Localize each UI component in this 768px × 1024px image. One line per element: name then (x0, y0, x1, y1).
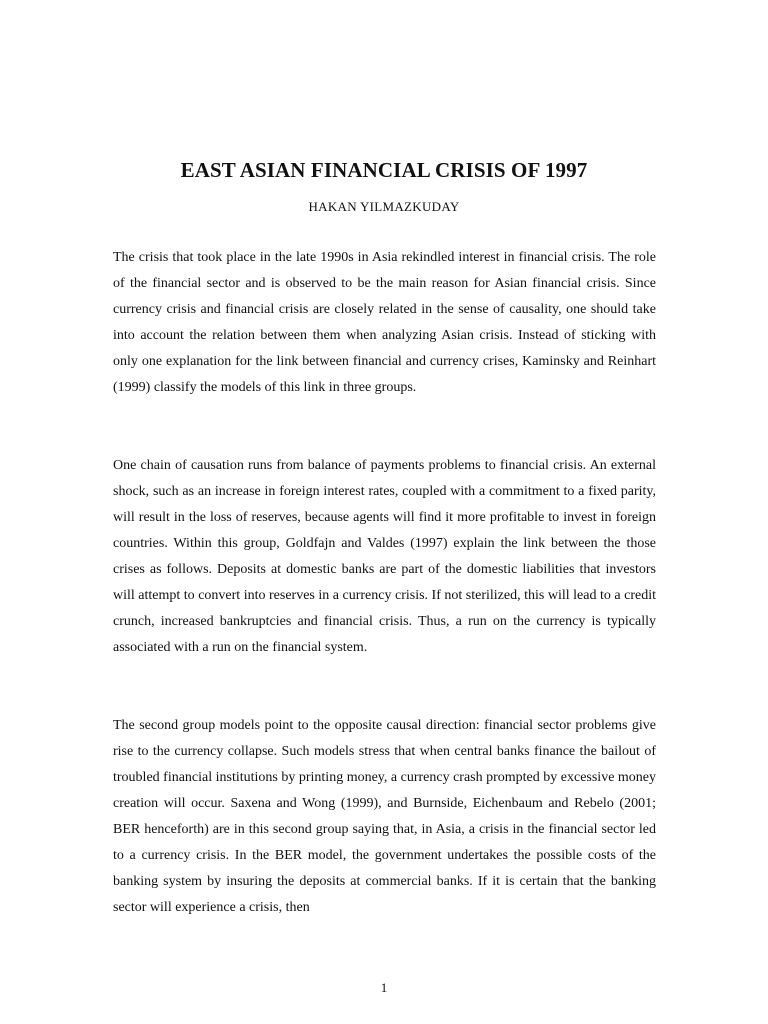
paragraph-2: One chain of causation runs from balance of payments problems to financial crisis. An external shock, such as an increase in foreign interest rates, coupled with a commitment to a fixed parity, will result in the loss of reserves, because agents will find it more profitable to invest in foreign countries. Within this group, Goldfajn and Valdes (1997) explain the link between the those crises as follows. Deposits at domestic banks are part of the domestic liabilities that investors will attempt to convert into reserves in a currency crisis. If not sterilized, this will lead to a credit crunch, increased bankruptcies and financial crisis. Thus, a run on the currency is typically associated with a run on the financial system. (113, 458, 656, 655)
paragraph-1: The crisis that took place in the late 1990s in Asia rekindled interest in financial crisis. The role of the financial sector and is observed to be the main reason for Asian financial crisis. Since currency crisis and financial crisis are closely related in the sense of causality, one should take into account the relation between them when analyzing Asian crisis. Instead of sticking with only one explanation for the link between financial and currency crises, Kaminsky and Reinhart (1999) classify the models of this link in three groups. (113, 250, 656, 395)
paper-title: EAST ASIAN FINANCIAL CRISIS OF 1997 (180, 158, 588, 182)
paragraph-3: The second group models point to the opposite causal direction: financial sector problems give rise to the currency collapse. Such models stress that when central banks finance the bailout of troubled financial institutions by printing money, a currency crash prompted by excessive money creation will occur. Saxena and Wong (1999), and Burnside, Eichenbaum and Rebelo (2001; BER henceforth) are in this second group saying that, in Asia, a crisis in the financial sector led to a currency crisis. In the BER model, the government undertakes the possible costs of the banking system by insuring the deposits at commercial banks. If it is certain that the banking sector will experience a crisis, then (113, 718, 657, 915)
author-name: HAKAN YILMAZKUDAY (308, 199, 460, 214)
page-number: 1 (380, 980, 388, 995)
